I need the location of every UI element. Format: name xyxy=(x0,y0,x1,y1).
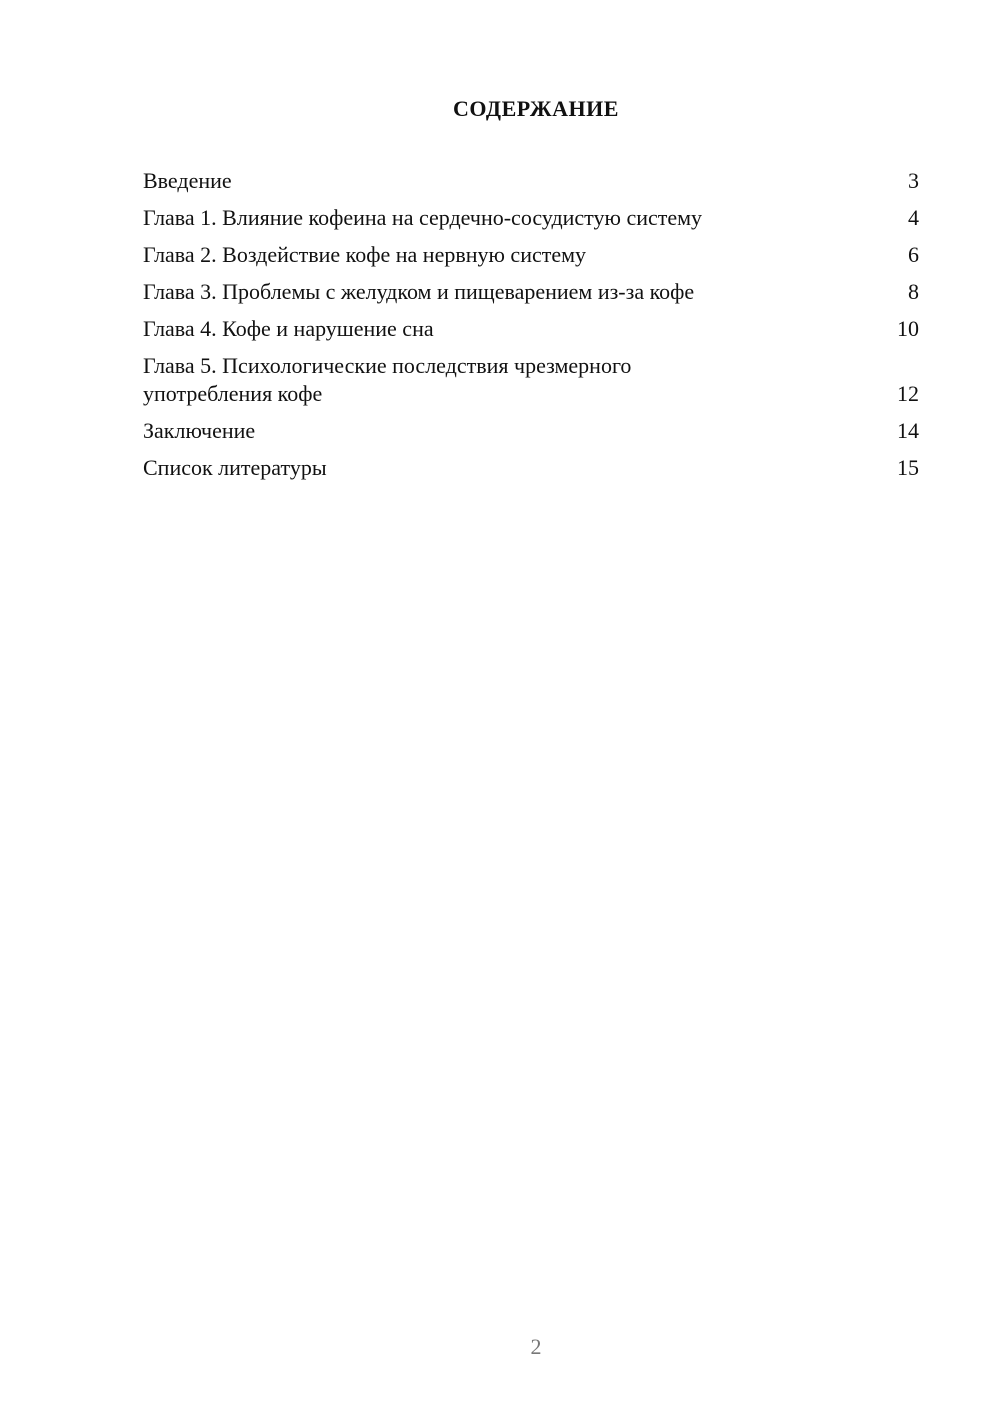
toc-entry-page: 10 xyxy=(897,316,919,341)
toc-entry xyxy=(143,352,919,408)
toc-entry xyxy=(143,417,919,445)
toc-entry-page: 3 xyxy=(908,168,919,193)
toc-entry-label: Введение xyxy=(143,168,232,193)
toc-entry-page: 6 xyxy=(908,242,919,267)
toc-entry-label: Глава 2. Воздействие кофе на нервную систему xyxy=(143,242,587,267)
toc-entry xyxy=(143,454,919,482)
toc-title: СОДЕРЖАНИЕ xyxy=(453,96,619,121)
table-of-contents xyxy=(143,167,919,491)
toc-entry-page: 15 xyxy=(897,455,919,480)
toc-entry xyxy=(143,167,919,195)
toc-entry-page: 12 xyxy=(897,381,919,406)
toc-entry-label: Глава 5. Психологические последствия чрезмерного употребления кофе xyxy=(143,353,632,406)
toc-entry-page: 4 xyxy=(908,205,919,230)
toc-entry-label: Глава 4. Кофе и нарушение сна xyxy=(143,316,434,341)
toc-entry xyxy=(143,204,919,232)
toc-entry-page: 14 xyxy=(897,418,919,443)
toc-entry-label: Заключение xyxy=(143,418,256,443)
page-number: 2 xyxy=(530,1334,542,1359)
toc-entry xyxy=(143,278,919,306)
toc-entry-label: Список литературы xyxy=(143,455,327,480)
toc-entry-page: 8 xyxy=(908,279,919,304)
toc-entry xyxy=(143,241,919,269)
toc-entry-label: Глава 3. Проблемы с желудком и пищеварением из-за кофе xyxy=(143,279,695,304)
toc-entry-label: Глава 1. Влияние кофеина на сердечно-сосудистую систему xyxy=(143,205,703,230)
toc-entry xyxy=(143,315,919,343)
